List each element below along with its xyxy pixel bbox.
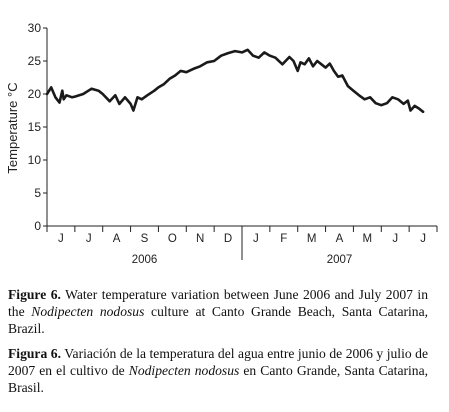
temperature-series-line	[47, 50, 423, 112]
x-month-label: J	[420, 233, 426, 245]
y-tick-label: 20	[27, 87, 41, 101]
x-month-label: M	[362, 233, 373, 245]
x-month-label: A	[112, 233, 121, 245]
x-month-label: D	[223, 233, 233, 245]
caption-spanish-label: Figura 6.	[8, 346, 61, 361]
y-tick-label: 0	[34, 219, 41, 233]
x-month-label: J	[392, 233, 399, 245]
x-month-label: J	[58, 233, 64, 245]
x-month-label: O	[167, 233, 177, 245]
x-month-label: A	[335, 233, 344, 245]
x-year-label: 2007	[326, 254, 353, 266]
x-year-label: 2006	[131, 254, 158, 266]
caption-english	[8, 286, 428, 337]
y-tick-label: 30	[27, 21, 41, 35]
caption-spanish	[8, 345, 428, 396]
x-month-label: M	[306, 233, 317, 245]
x-month-label: J	[253, 233, 259, 245]
caption-english-text-2: culture at Canto Grande Beach, Santa Catarina, Brazil.	[8, 304, 429, 336]
x-month-label: S	[140, 233, 149, 245]
x-month-label: J	[85, 233, 92, 245]
caption-english-species: Nodipecten nodosus	[31, 304, 145, 319]
x-axis	[47, 226, 437, 266]
x-month-label: N	[196, 233, 205, 245]
y-tick-label: 10	[27, 153, 41, 167]
caption-spanish-text-1: Variación de la temperatura del agua entre junio de 2006 y julio de 2007 en el cultivo de	[8, 346, 428, 378]
y-tick-label: 15	[27, 120, 41, 134]
y-axis-label: Temperature °C	[5, 82, 20, 174]
y-axis	[28, 21, 47, 233]
y-tick-label: 25	[27, 54, 41, 68]
y-tick-label: 5	[34, 186, 41, 200]
caption-spanish-species: Nodipecten nodosus	[128, 363, 240, 378]
x-month-label: F	[280, 233, 288, 245]
caption-english-label: Figure 6.	[8, 287, 61, 302]
caption-english-text-1: Water temperature variation between June 2006 and July 2007 in the	[8, 287, 428, 319]
caption-spanish-text-2: en Canto Grande, Santa Catarina, Brasil.	[8, 363, 429, 395]
plot-area	[47, 50, 423, 112]
